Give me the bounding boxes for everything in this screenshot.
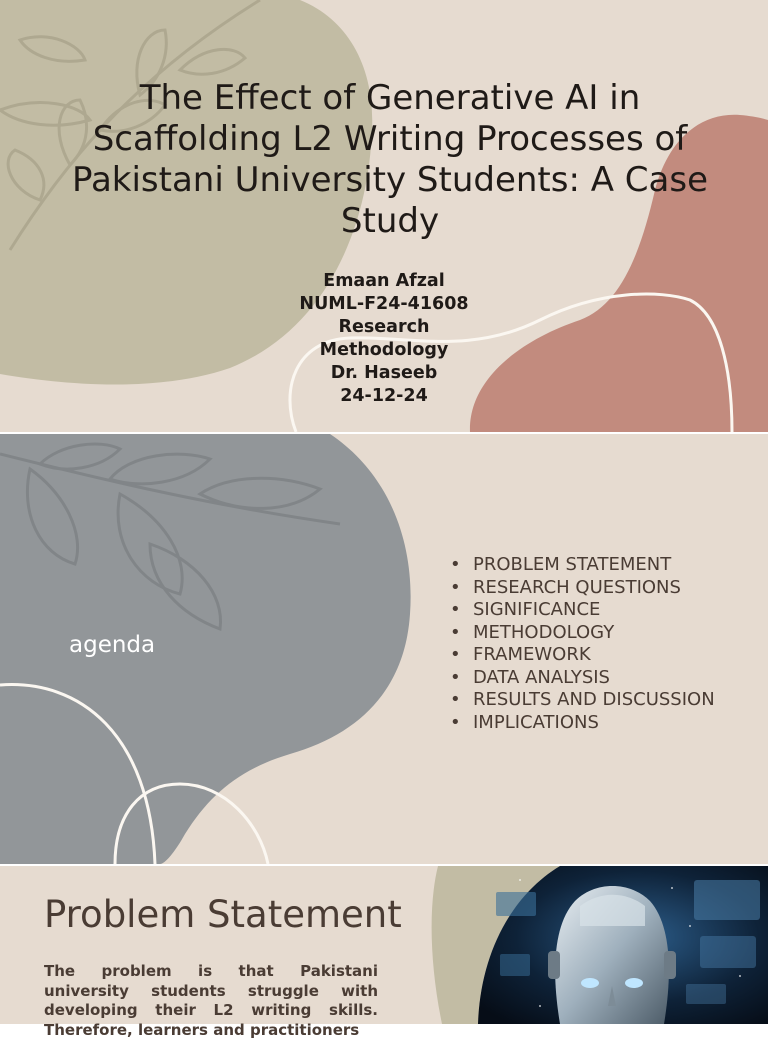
presentation-title: The Effect of Generative AI in Scaffolding L2 Writing Processes of Pakistani University Students: A Case Study bbox=[71, 78, 709, 241]
agenda-item: • METHODOLOGY bbox=[449, 622, 723, 645]
course-name-line2: Methodology bbox=[319, 340, 449, 360]
author-name: Emaan Afzal bbox=[323, 271, 445, 291]
problem-statement-text: The problem is that Pakistani university students struggle with developing their L2 writing skills. Therefore, learners and practitioners bbox=[44, 962, 378, 1039]
agenda-slide bbox=[0, 434, 768, 864]
agenda-item: • FRAMEWORK bbox=[449, 644, 723, 667]
agenda-item: • PROBLEM STATEMENT bbox=[449, 554, 723, 577]
agenda-item: • DATA ANALYSIS bbox=[449, 667, 723, 690]
agenda-list bbox=[449, 554, 723, 734]
presentation-date: 24-12-24 bbox=[340, 386, 428, 406]
agenda-item: • RESULTS AND DISCUSSION bbox=[449, 689, 723, 712]
course-name-line1: Research bbox=[338, 317, 430, 337]
agenda-item: • IMPLICATIONS bbox=[449, 712, 723, 735]
agenda-item: • SIGNIFICANCE bbox=[449, 599, 723, 622]
problem-statement-slide bbox=[0, 866, 768, 1039]
agenda-heading: agenda bbox=[69, 632, 156, 658]
agenda-item: • RESEARCH QUESTIONS bbox=[449, 577, 723, 600]
title-slide bbox=[0, 0, 768, 432]
slide-heading: Problem Statement bbox=[44, 893, 402, 936]
student-id: NUML-F24-41608 bbox=[299, 294, 469, 314]
instructor-name: Dr. Haseeb bbox=[330, 363, 438, 383]
author-block bbox=[234, 270, 534, 408]
